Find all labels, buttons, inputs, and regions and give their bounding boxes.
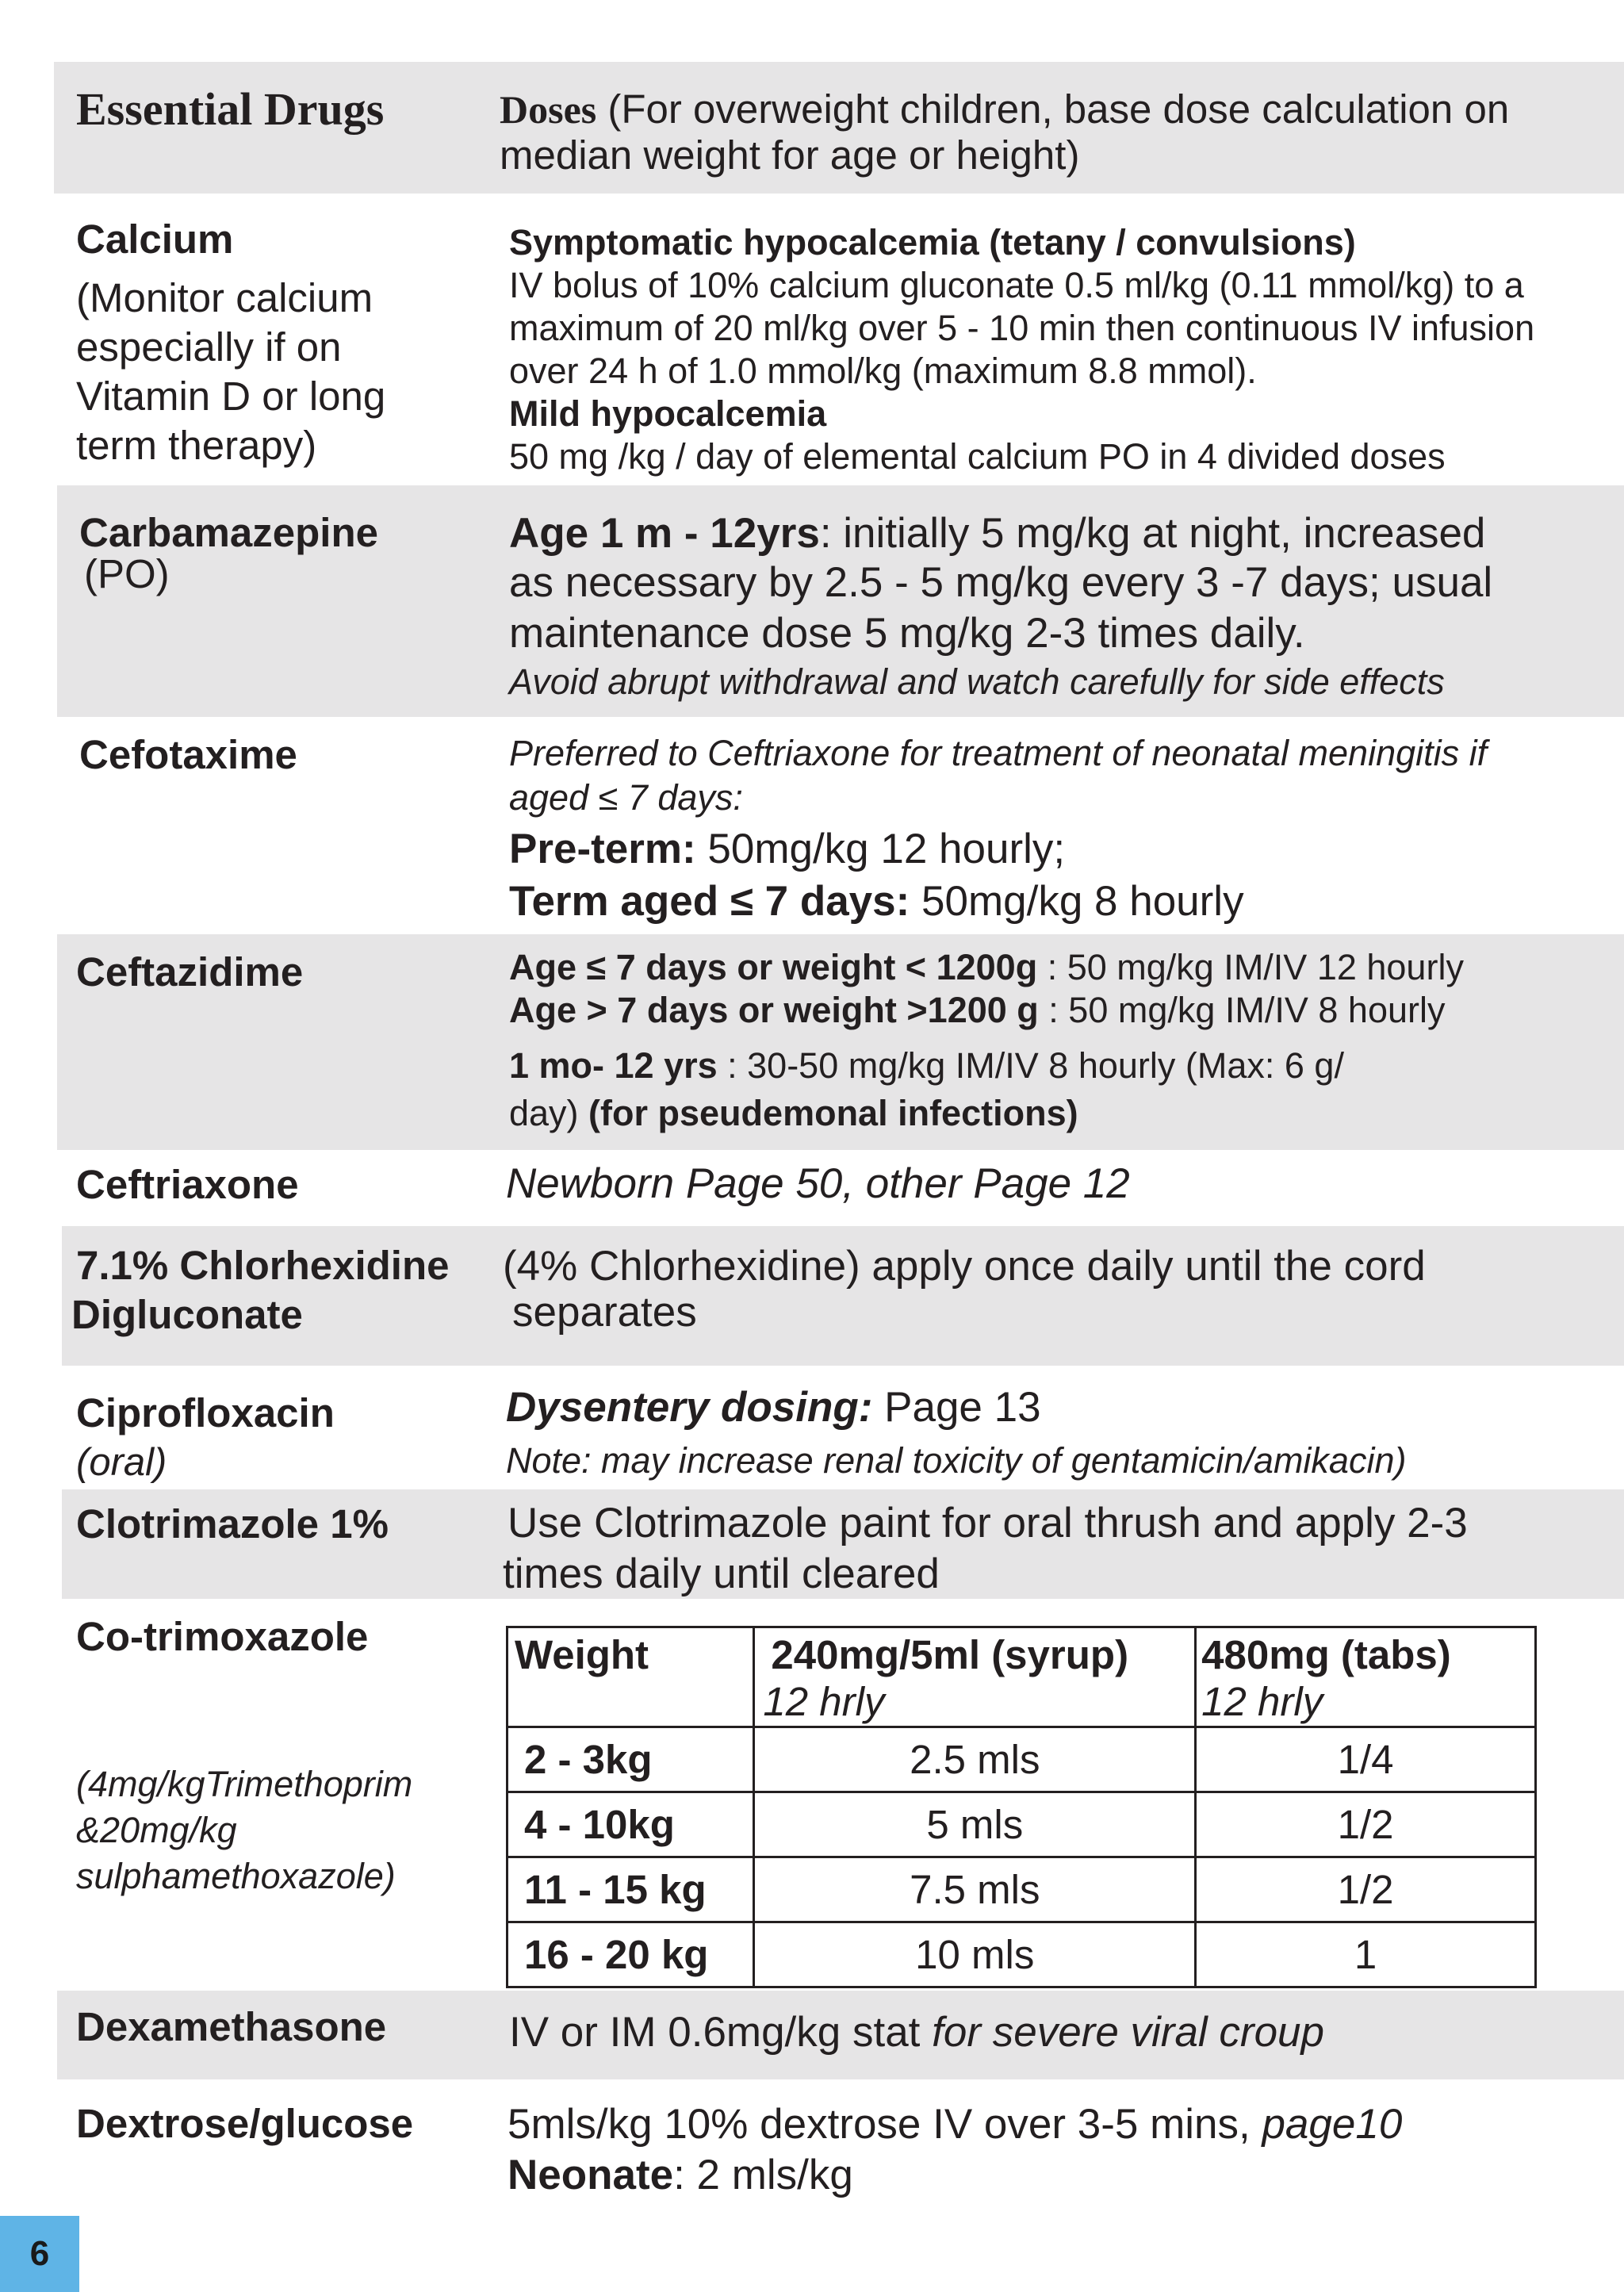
carbamazepine-dose-line-3: maintenance dose 5 mg/kg 2-3 times daily. (509, 610, 1305, 657)
dexamethasone-dose (509, 2008, 1324, 2056)
header-dose-column (500, 86, 1509, 132)
calcium-note-2: especially if on (76, 324, 342, 370)
cotrimoxazole-dose-table (506, 1626, 1537, 1988)
cefotaxime-term (509, 877, 1244, 926)
carbamazepine-age-label: Age 1 m - 12yrs (509, 510, 820, 557)
dextrose-dose-line-1 (508, 2100, 1402, 2148)
cotrimoxazole-note-2: &20mg/kg (76, 1810, 237, 1850)
table-cell-tabs: 1/2 (1196, 1857, 1536, 1922)
carbamazepine-warning: Avoid abrupt withdrawal and watch carefully for side effects (509, 661, 1445, 702)
cefotaxime-term-label: Term aged ≤ 7 days: (509, 878, 910, 925)
table-row (508, 1792, 1536, 1857)
table-cell-tabs: 1/4 (1196, 1727, 1536, 1792)
cotrimoxazole-note-3: sulphamethoxazole) (76, 1856, 396, 1896)
ciprofloxacin-route: (oral) (76, 1441, 167, 1484)
ceftazidime-line-4-bold: (for pseudemonal infections) (588, 1093, 1078, 1133)
table-row (508, 1922, 1536, 1987)
cefotaxime-preterm-label: Pre-term: (509, 826, 696, 872)
ceftazidime-line-4 (509, 1093, 1078, 1134)
drug-name-clotrimazole: Clotrimazole 1% (76, 1501, 389, 1547)
calcium-dose-line-4: 50 mg /kg / day of elemental calcium PO in 4 divided doses (509, 436, 1446, 477)
calcium-note-4: term therapy) (76, 423, 317, 468)
carbamazepine-dose-line-1 (509, 509, 1485, 558)
cefotaxime-note-1: Preferred to Ceftriaxone for treatment of neonatal meningitis if (509, 733, 1488, 773)
ceftazidime-line-2-dose: : 50 mg/kg IM/IV 8 hourly (1038, 990, 1446, 1030)
calcium-dose-line-3: over 24 h of 1.0 mmol/kg (maximum 8.8 mmol). (509, 351, 1257, 391)
clotrimazole-dose-line-1: Use Clotrimazole paint for oral thrush and apply 2-3 (508, 1500, 1468, 1547)
table-cell-syrup: 5 mls (754, 1792, 1196, 1857)
drug-name-carbamazepine: Carbamazepine (79, 510, 378, 555)
drug-name-ciprofloxacin: Ciprofloxacin (76, 1390, 335, 1435)
ceftazidime-line-2-label: Age > 7 days or weight >1200 g (509, 990, 1039, 1030)
calcium-heading-mild: Mild hypocalcemia (509, 393, 827, 434)
ceftazidime-line-1-label: Age ≤ 7 days or weight < 1200g (509, 947, 1038, 987)
cefotaxime-preterm-dose: 50mg/kg 12 hourly; (695, 826, 1066, 872)
table-header-tabs (1196, 1627, 1536, 1727)
dexamethasone-dose-text: IV or IM 0.6mg/kg stat (509, 2009, 933, 2056)
header-tabs-label: 480mg (tabs) (1201, 1632, 1451, 1677)
header-dose-text-2: median weight for age or height) (500, 132, 1080, 178)
drug-name-dextrose: Dextrose/glucose (76, 2101, 414, 2146)
drug-name-chlorhexidine-2: Digluconate (71, 1292, 303, 1337)
header-syrup-frequency: 12 hrly (763, 1679, 885, 1724)
dextrose-dose-text: 5mls/kg 10% dextrose IV over 3-5 mins, (508, 2101, 1262, 2148)
chlorhexidine-dose-line-2: separates (512, 1289, 697, 1336)
table-header-syrup (754, 1627, 1196, 1727)
header-syrup-label: 240mg/5ml (syrup) (771, 1632, 1129, 1677)
page-number: 6 (29, 2234, 50, 2273)
ciprofloxacin-dysentery (506, 1383, 1041, 1432)
header-doses-label: Doses (500, 87, 597, 132)
header-tabs-frequency: 12 hrly (1201, 1679, 1323, 1724)
calcium-dose-line-2: maximum of 20 ml/kg over 5 - 10 min then continuous IV infusion (509, 308, 1535, 348)
dextrose-neonate-dose: : 2 mls/kg (673, 2152, 853, 2198)
table-row (508, 1727, 1536, 1792)
table-cell-syrup: 7.5 mls (754, 1857, 1196, 1922)
table-cell-syrup: 2.5 mls (754, 1727, 1196, 1792)
cefotaxime-note-2: aged ≤ 7 days: (509, 777, 743, 818)
calcium-heading-symptomatic: Symptomatic hypocalcemia (tetany / convulsions) (509, 222, 1356, 263)
ciprofloxacin-dysentery-label: Dysentery dosing: (506, 1384, 873, 1431)
cotrimoxazole-note-1: (4mg/kgTrimethoprim (76, 1764, 413, 1804)
carbamazepine-route: (PO) (84, 551, 170, 596)
header-drug-column: Essential Drugs (76, 83, 385, 135)
table-cell-syrup: 10 mls (754, 1922, 1196, 1987)
dextrose-page-ref: page10 (1262, 2101, 1403, 2148)
ciprofloxacin-note: Note: may increase renal toxicity of gentamicin/amikacin) (506, 1440, 1407, 1481)
table-cell-tabs: 1 (1196, 1922, 1536, 1987)
clotrimazole-dose-line-2: times daily until cleared (503, 1550, 940, 1597)
table-cell-weight: 2 - 3kg (508, 1727, 754, 1792)
ceftazidime-line-1 (509, 947, 1464, 988)
ceftazidime-line-4-text: day) (509, 1093, 589, 1133)
drug-name-cotrimoxazole: Co-trimoxazole (76, 1614, 369, 1659)
drug-name-chlorhexidine: 7.1% Chlorhexidine (76, 1243, 450, 1288)
cefotaxime-preterm (509, 825, 1065, 873)
drug-name-ceftazidime: Ceftazidime (76, 949, 304, 995)
cefotaxime-term-dose: 50mg/kg 8 hourly (910, 878, 1244, 925)
drug-name-dexamethasone: Dexamethasone (76, 2004, 387, 2049)
dextrose-neonate (508, 2151, 853, 2199)
dexamethasone-indication: for severe viral croup (932, 2009, 1324, 2056)
ceftriaxone-dose: Newborn Page 50, other Page 12 (506, 1160, 1130, 1207)
calcium-note-1: (Monitor calcium (76, 275, 373, 320)
drug-name-ceftriaxone: Ceftriaxone (76, 1162, 299, 1207)
calcium-note-3: Vitamin D or long (76, 374, 386, 419)
header-dose-text: (For overweight children, base dose calculation on (596, 86, 1510, 132)
page-number-tab (0, 2216, 79, 2292)
drug-name-calcium: Calcium (76, 217, 234, 262)
ciprofloxacin-dysentery-page: Page 13 (872, 1384, 1041, 1431)
calcium-dose-line-1: IV bolus of 10% calcium gluconate 0.5 ml/kg (0.11 mmol/kg) to a (509, 265, 1524, 305)
header-weight-label: Weight (515, 1632, 649, 1677)
table-cell-tabs: 1/2 (1196, 1792, 1536, 1857)
table-cell-weight: 16 - 20 kg (508, 1922, 754, 1987)
ceftazidime-line-1-dose: : 50 mg/kg IM/IV 12 hourly (1037, 947, 1464, 987)
table-cell-weight: 11 - 15 kg (508, 1857, 754, 1922)
ceftazidime-line-3-label: 1 mo- 12 yrs (509, 1045, 718, 1086)
table-row (508, 1857, 1536, 1922)
table-header-weight (508, 1627, 754, 1727)
drug-name-cefotaxime: Cefotaxime (79, 732, 297, 777)
dextrose-neonate-label: Neonate (508, 2152, 674, 2198)
ceftazidime-line-2 (509, 990, 1446, 1031)
table-cell-weight: 4 - 10kg (508, 1792, 754, 1857)
carbamazepine-dose-text: : initially 5 mg/kg at night, increased (819, 510, 1486, 557)
ceftazidime-line-3-dose: : 30-50 mg/kg IM/IV 8 hourly (Max: 6 g/ (717, 1045, 1344, 1086)
ceftazidime-line-3 (509, 1045, 1344, 1087)
chlorhexidine-dose-line-1: (4% Chlorhexidine) apply once daily until the cord (503, 1243, 1426, 1290)
table-header-row (508, 1627, 1536, 1727)
carbamazepine-dose-line-2: as necessary by 2.5 - 5 mg/kg every 3 -7 days; usual (509, 559, 1493, 606)
